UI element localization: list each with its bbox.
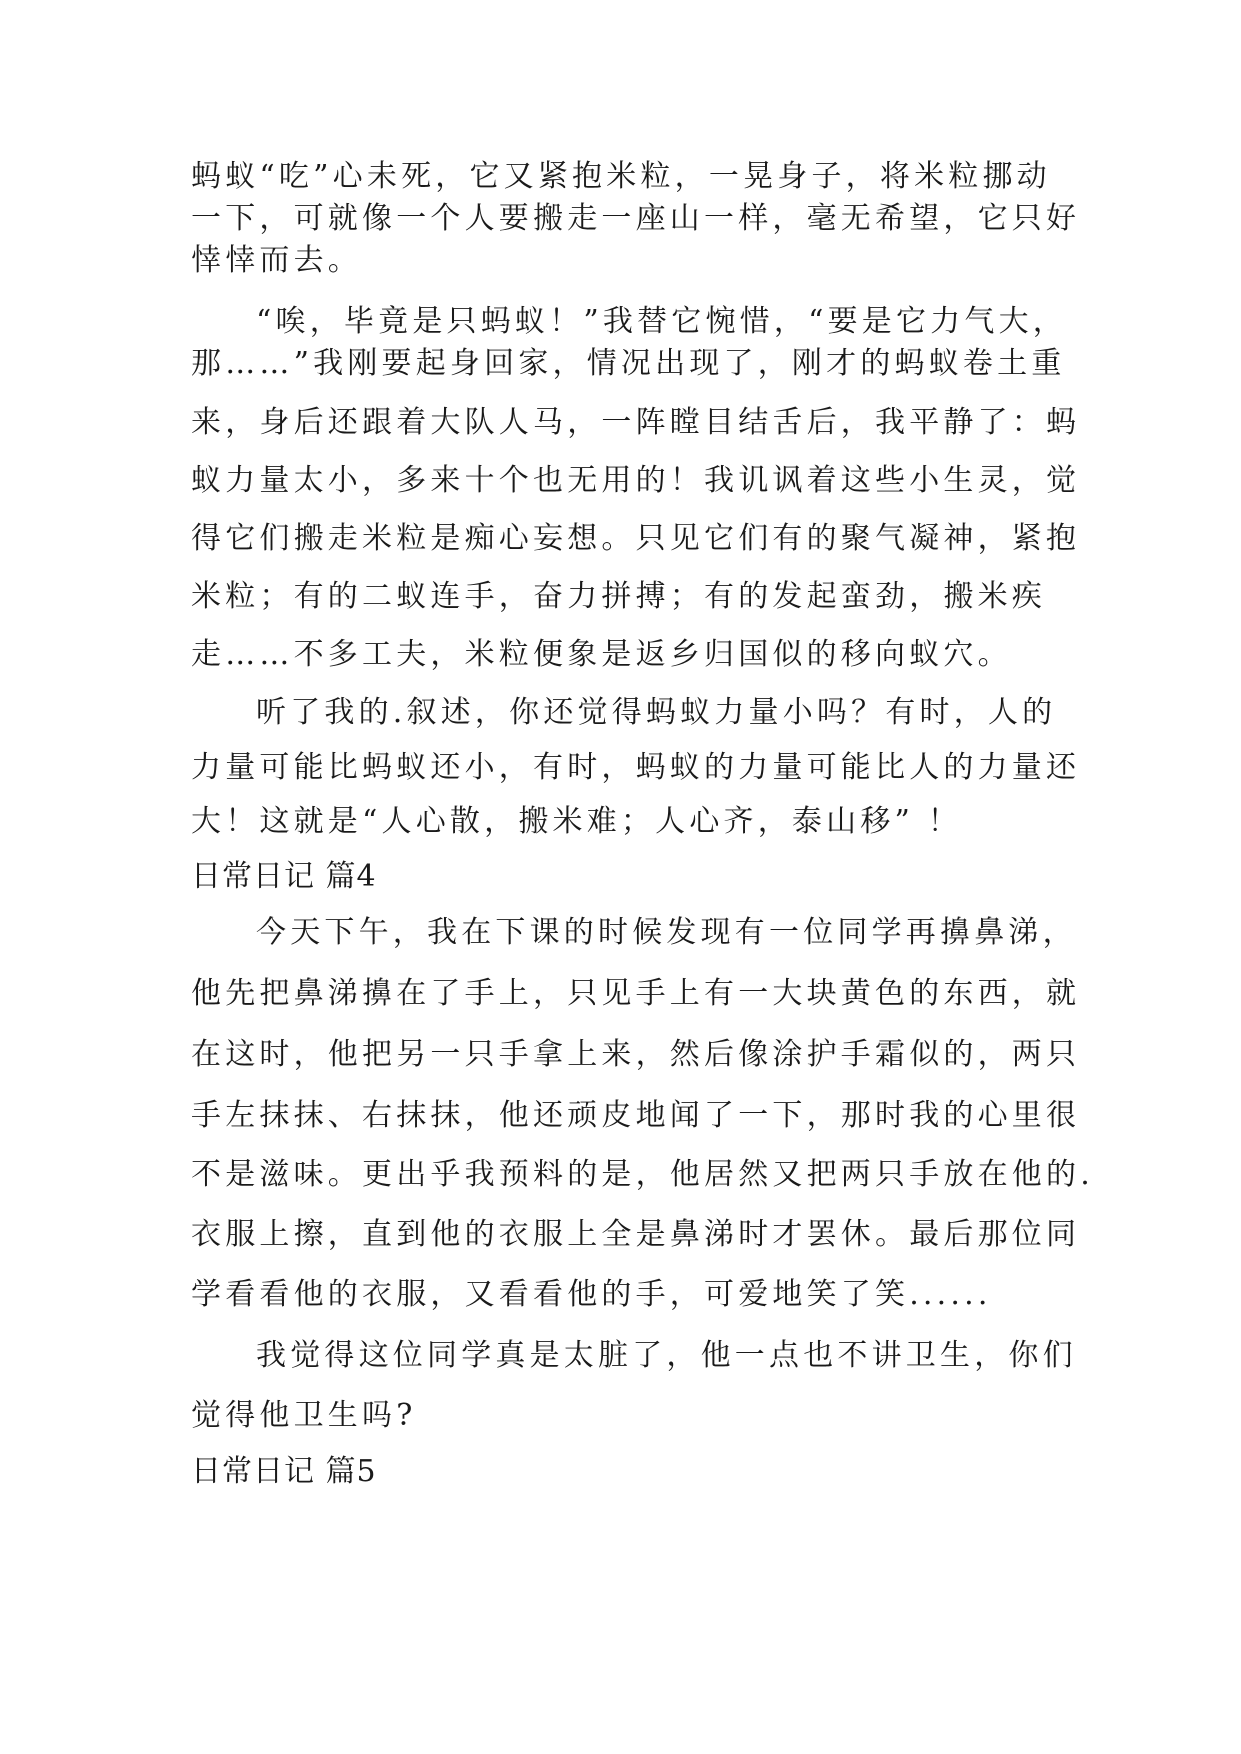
paragraph-line: 手左抹抹、右抹抹，他还顽皮地闻了一下，那时我的心里很 <box>191 1098 1081 1133</box>
paragraph-line: 力量可能比蚂蚁还小，有时，蚂蚁的力量可能比人的力量还 <box>191 750 1081 785</box>
paragraph-line: 来，身后还跟着大队人马，一阵瞠目结舌后，我平静了：蚂 <box>191 405 1081 440</box>
paragraph-line: 米粒；有的二蚁连手，奋力拼搏；有的发起蛮劲，搬米疾 <box>191 579 1046 614</box>
paragraph-line: 大！这就是“人心散，搬米难；人心齐，泰山移” ！ <box>191 804 963 839</box>
paragraph-line: 悻悻而去。 <box>191 243 362 278</box>
paragraph-line: 今天下午，我在下课的时候发现有一位同学再擤鼻涕， <box>256 915 1077 950</box>
paragraph-line: 一下，可就像一个人要搬走一座山一样，毫无希望，它只好 <box>191 201 1081 236</box>
paragraph-line: 蚁力量太小，多来十个也无用的！我讥讽着这些小生灵，觉 <box>191 463 1081 498</box>
paragraph-line: 觉得他卫生吗? <box>191 1398 417 1433</box>
paragraph-line: 那……”我刚要起身回家，情况出现了，刚才的蚂蚁卷土重 <box>191 346 1066 381</box>
section-heading: 日常日记 篇4 <box>191 859 377 894</box>
paragraph-line: 衣服上擦，直到他的衣服上全是鼻涕时才罢休。最后那位同 <box>191 1217 1081 1252</box>
paragraph-line: 我觉得这位同学真是太脏了，他一点也不讲卫生，你们 <box>256 1338 1077 1373</box>
paragraph-line: 他先把鼻涕擤在了手上，只见手上有一大块黄色的东西，就 <box>191 976 1081 1011</box>
paragraph-line: 听了我的.叙述，你还觉得蚂蚁力量小吗？有时，人的 <box>256 695 1057 730</box>
paragraph-line: “唉，毕竟是只蚂蚁！”我替它惋惜，“要是它力气大， <box>256 304 1068 339</box>
section-heading: 日常日记 篇5 <box>191 1454 377 1489</box>
paragraph-line: 得它们搬走米粒是痴心妄想。只见它们有的聚气凝神，紧抱 <box>191 521 1081 556</box>
paragraph-line: 不是滋味。更出乎我预料的是，他居然又把两只手放在他的. <box>191 1157 1094 1192</box>
paragraph-line: 在这时，他把另一只手拿上来，然后像涂护手霜似的，两只 <box>191 1037 1081 1072</box>
paragraph-line: 学看看他的衣服，又看看他的手，可爱地笑了笑...... <box>191 1277 992 1312</box>
paragraph-line: 走……不多工夫，米粒便象是返乡归国似的移向蚁穴。 <box>191 637 1012 672</box>
paragraph-line: 蚂蚁“吃”心未死，它又紧抱米粒，一晃身子，将米粒挪动 <box>191 159 1051 194</box>
